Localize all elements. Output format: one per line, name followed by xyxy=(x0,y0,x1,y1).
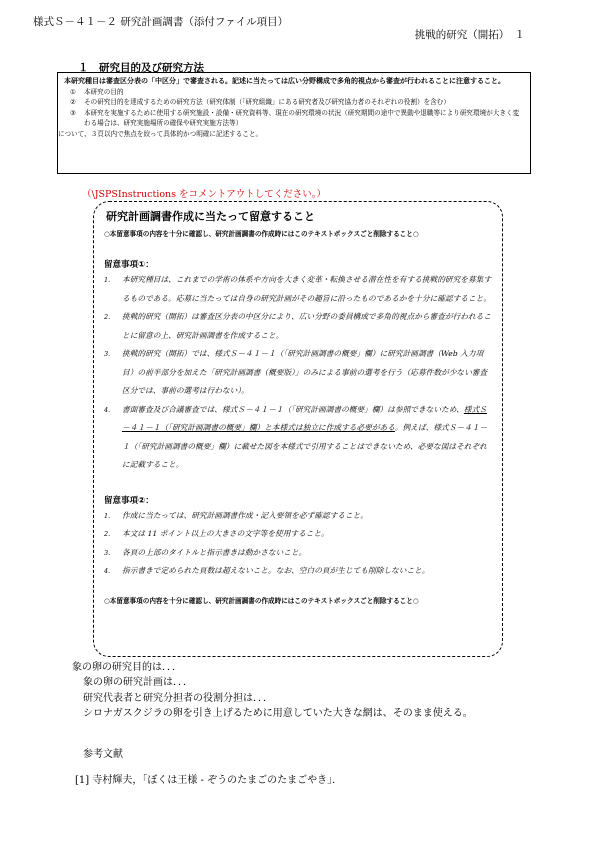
notice-item-number: 3. xyxy=(104,350,111,358)
notice-textbox[interactable] xyxy=(93,201,503,657)
notice-group1-list xyxy=(104,271,492,475)
notice-item-text: 挑戦的研究（開拓）は審査区分表の中区分により、広い分野の委員構成で多角的視点から審査が行われることに留意の上、研究計画調書を作成すること。 xyxy=(122,312,492,340)
comment-out-note: （\JSPSInstructions をコメントアウトしてください。） xyxy=(82,189,327,200)
notice-item xyxy=(104,308,492,345)
notice-item-text: 挑戦的研究（開拓）では、様式Ｓ－４１－１（「研究計画調書の概要」欄）に研究計画調書（Web 入力項目）の前半部分を加えた「研究計画調書（概要版）」のみによる事前の選考を行う（応募件数が少ない審査区分では、事前の選考は行わない）。 xyxy=(122,349,488,395)
notice-item xyxy=(104,271,492,308)
body-first-line: 象の卵の研究目的は．．． xyxy=(72,662,182,673)
instruction-heading: 本研究種目は審査区分表の「中区分」で審査される。記述に当たっては広い分野構成で多角的視点から審査が行われることに注意すること。 xyxy=(64,77,505,85)
body-line: シロナガスクジラの卵を引き上げるために用意していた大きな網は、そのまま使える。 xyxy=(83,708,473,719)
body-line: 象の卵の研究計画は．．． xyxy=(83,677,193,688)
instruction-item-text: 本研究を実施するために使用する研究施設・設備・研究資料等、現在の研究環境の状況（研究期間の途中で異動や退職等により研究環境が大きく変わる場合は、研究実施場所の確保や研究実施方法等） xyxy=(84,108,520,127)
notice-item-text: 作成に当たっては、研究計画調書作成・記入要領を必ず確認すること。 xyxy=(122,510,369,520)
notice-item xyxy=(104,544,492,563)
instruction-item-text: 本研究の目的 xyxy=(84,87,124,96)
form-title: 様式Ｓ－４１－２ 研究計画調書（添付ファイル項目） xyxy=(33,16,289,28)
notice-item-number: 3. xyxy=(104,548,111,557)
notice-item-number: 2. xyxy=(104,530,111,538)
instruction-item xyxy=(70,87,524,98)
instruction-item-number: ① xyxy=(70,87,76,96)
notice-item-text xyxy=(122,401,492,475)
body-paragraph xyxy=(83,675,473,722)
notice-item-text: 本文は 11 ポイント以上の大きさの文字等を使用すること。 xyxy=(122,529,329,538)
notice-item-text-after: 。例えば、様式Ｓ－４１－１（「研究計画調書の概要」欄）に載せた図を本様式で引用することはできないため、必要な図はそれぞれに記載すること。 xyxy=(122,423,488,469)
notice-item xyxy=(104,562,492,581)
notice-group2-list xyxy=(104,507,492,581)
notice-item-text-underlined: 様式Ｓ－４１－１（「研究計画調書の概要」欄）と本様式は独立に作成する必要がある xyxy=(122,404,487,432)
instruction-item-number: ② xyxy=(70,98,76,106)
instruction-tail: について、３頁以内で焦点を絞って具体的かつ明確に記述すること。 xyxy=(58,129,263,138)
notice-item-number: 1. xyxy=(104,276,111,284)
body-line: 研究代表者と研究分担者の役割分担は．．． xyxy=(83,692,273,704)
notice-title: 研究計画調書作成に当たって留意すること xyxy=(106,210,315,223)
reference-number: [1] xyxy=(75,775,90,786)
instruction-item xyxy=(70,97,524,108)
instruction-item-number: ③ xyxy=(70,108,76,117)
notice-item-number: 4. xyxy=(104,405,111,414)
notice-item-number: 4. xyxy=(104,567,111,575)
notice-group1-heading: 留意事項①： xyxy=(104,260,154,270)
notice-item xyxy=(104,525,492,544)
notice-item-text-before: 書面審査及び合議審査では、様式Ｓ－４１－１（「研究計画調書の概要」欄）は参照できないため、 xyxy=(122,404,464,414)
research-category: 挑戦的研究（開拓） １ xyxy=(414,29,525,41)
notice-item-text: 各頁の上部のタイトルと指示書きは動かさないこと。 xyxy=(122,547,307,557)
notice-item xyxy=(104,345,492,401)
confirm-note-bottom: ○本留意事項の内容を十分に確認し、研究計画調書の作成時にはこのテキストボックスごと削除すること○ xyxy=(104,596,419,605)
instruction-item-text: その研究目的を達成するための研究方法（研究体制（「研究組織」にある研究者及び研究協力者のそれぞれの役割）を含む） xyxy=(84,98,450,106)
confirm-note-top: ○本留意事項の内容を十分に確認し、研究計画調書の作成時にはこのテキストボックスごと削除すること○ xyxy=(104,230,419,238)
notice-item-text: 指示書きで定められた頁数は超えないこと。なお、空白の頁が生じても削除しないこと。 xyxy=(122,566,430,575)
reference-text: 寺村輝夫，「ぼくは王様 - ぞうのたまごのたまごやき」． xyxy=(92,775,343,786)
notice-item xyxy=(104,507,492,526)
notice-item-text: 本研究種目は、これまでの学術の体系や方向を大きく変革・転換させる潜在性を有する挑戦的研究を募集するものである。応募に当たっては自身の研究計画がその趣旨に沿ったものであるかを十分に確認すること。 xyxy=(122,275,492,303)
notice-item xyxy=(104,401,492,475)
instruction-item xyxy=(70,108,524,129)
notice-group2-heading: 留意事項②： xyxy=(104,495,154,506)
section-title: １ 研究目的及び研究方法 xyxy=(78,62,204,74)
notice-item-number: 2. xyxy=(104,313,111,321)
instruction-box xyxy=(57,72,531,174)
notice-item-number: 1. xyxy=(104,511,111,520)
references-title: 参考文献 xyxy=(83,749,123,760)
reference-item xyxy=(75,771,342,786)
